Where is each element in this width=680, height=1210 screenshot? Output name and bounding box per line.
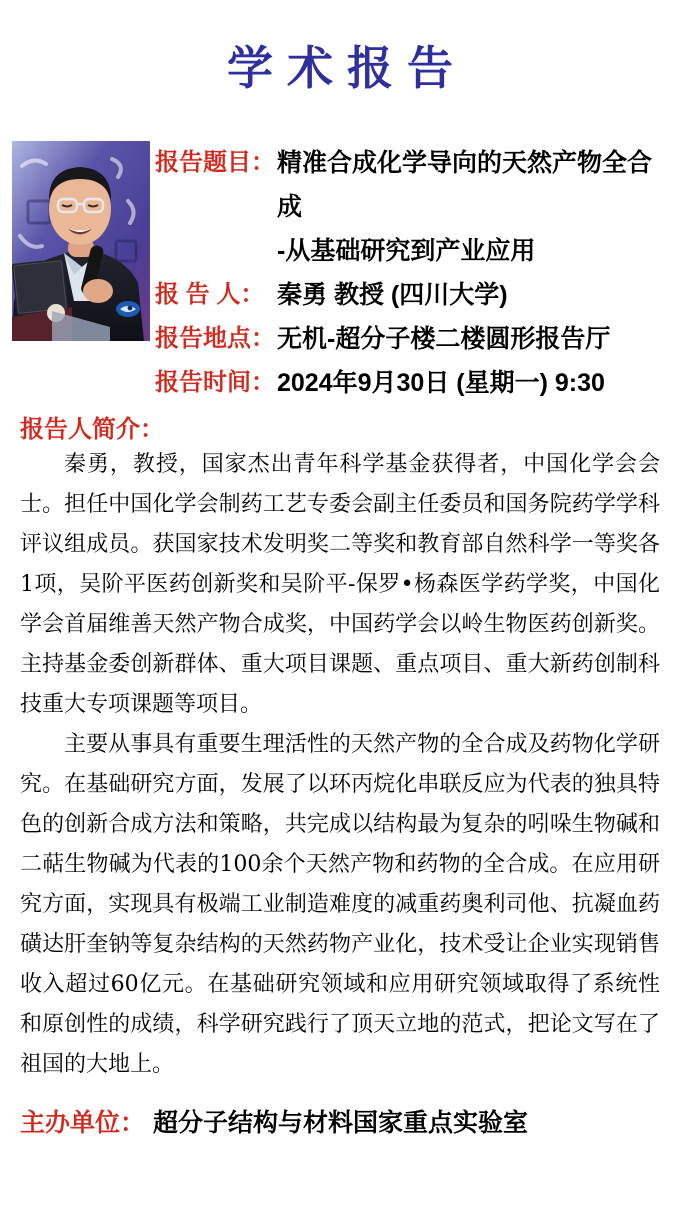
field-time-value: 2024年9月30日 (星期一) 9:30	[277, 368, 605, 397]
speaker-photo	[12, 141, 150, 341]
photo-watermark-logo	[116, 301, 140, 317]
organizer-label: 主办单位：	[20, 1108, 146, 1137]
field-time	[155, 361, 666, 405]
header-section	[12, 141, 666, 405]
bio-section	[20, 415, 660, 1085]
bio-paragraph-2: 主要从事具有重要生理活性的天然产物的全合成及药物化学研究。在基础研究方面，发展了以环丙烷化串联反应为代表的独具特色的创新合成方法和策略，共完成以结构最为复杂的吲哚生物碱和二萜生物碱为代表的100余个天然产物和药物的全合成。在应用研究方面，实现具有极端工业制造难度的减重药奥利司他、抗凝血药磺达肝奎钠等复杂结构的天然药物产业化，技术受让企业实现销售收入超过60亿元。在基础研究领域和应用研究领域取得了系统性和原创性的成绩，科学研究践行了顶天立地的范式，把论文写在了祖国的大地上。	[20, 731, 660, 1077]
field-topic-value	[277, 141, 666, 273]
field-speaker	[155, 273, 666, 317]
field-venue	[155, 317, 666, 361]
field-topic	[155, 141, 666, 273]
organizer-line	[20, 1107, 660, 1139]
bio-heading: 报告人简介：	[20, 415, 164, 443]
hand	[83, 279, 113, 303]
page-title: 学术报告	[227, 41, 467, 95]
field-venue-value: 无机-超分子楼二楼圆形报告厅	[277, 324, 611, 353]
bio-paragraph-1: 秦勇，教授，国家杰出青年科学基金获得者，中国化学会会士。担任中国化学会制药工艺专委会副主任委员和国务院药学学科评议组成员。获国家技术发明奖二等奖和教育部自然科学一等奖各1项，吴阶平医药创新奖和吴阶平-保罗•杨森医学药学奖，中国化学会首届维善天然产物合成奖，中国药学会以岭生物医药创新奖。主持基金委创新群体、重大项目课题、重点项目、重大新药创制科技重大专项课题等项目。	[20, 451, 660, 717]
topic-line-1: 精准合成化学导向的天然产物全合成	[277, 148, 653, 221]
topic-line-2: -从基础研究到产业应用	[277, 236, 536, 265]
field-speaker-value: 秦勇 教授 (四川大学)	[277, 280, 508, 309]
report-fields	[150, 141, 666, 405]
field-topic-label: 报告题目：	[155, 148, 275, 176]
field-venue-label: 报告地点：	[155, 324, 275, 352]
field-speaker-label: 报 告 人：	[155, 280, 265, 308]
organizer-value: 超分子结构与材料国家重点实验室	[153, 1108, 529, 1137]
field-time-label: 报告时间：	[155, 368, 275, 396]
speaker-photo-image	[12, 141, 150, 341]
